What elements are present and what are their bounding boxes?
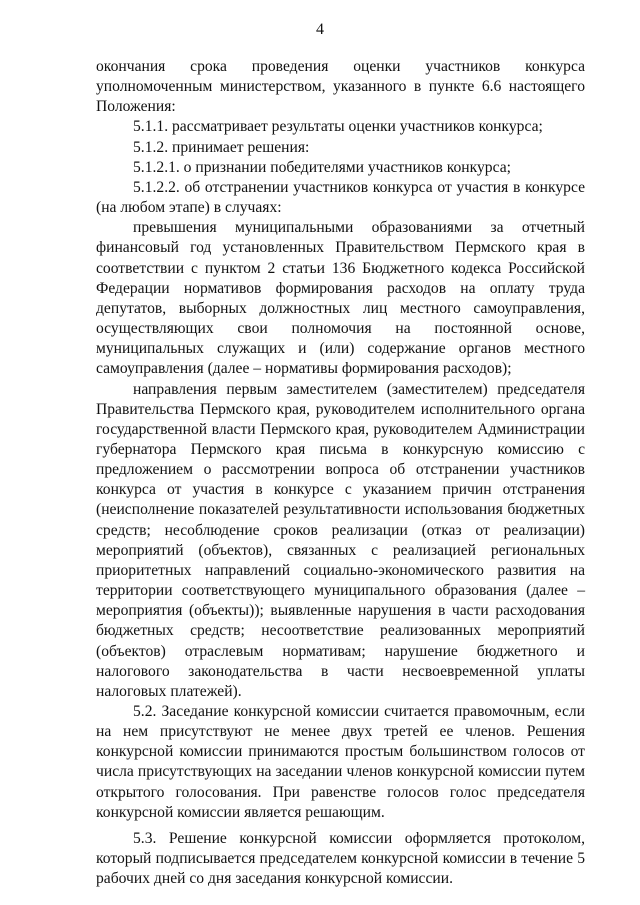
paragraph-5-1-2: 5.1.2. принимает решения:	[133, 138, 310, 156]
document-body	[96, 57, 585, 889]
paragraph-case-norms: превышения муниципальными образованиями за отчетный финансовый год установленных Правительством Пермского края в соответствии с пунктом 2 статьи 136 Бюджетного кодекса Российской Федерации нормативов формирования расходов на оплату труда депутатов, выборных должностных лиц местного самоуправления, осуществляющих свои полномочия на постоянной основе, муниципальных служащих и (или) содержание органов местного самоуправления (далее – нормативы формирования расходов);	[96, 219, 585, 378]
paragraph-continuation: окончания срока проведения оценки участников конкурса уполномоченным министерством, указанного в пункте 6.6 настоящего Положения:	[96, 58, 585, 116]
paragraph-5-1-2-2: 5.1.2.2. об отстранении участников конкурса от участия в конкурсе (на любом этапе) в случаях:	[96, 178, 585, 217]
paragraph-5-2: 5.2. Заседание конкурсной комиссии считается правомочным, если на нем присутствуют не менее двух третей ее членов. Решения конкурсной комиссии принимаются простым большинством голосов от числа присутствующих на заседании членов конкурсной комиссии путем открытого голосования. При равенстве голосов голос председателя конкурсной комиссии является решающим.	[96, 703, 585, 821]
paragraph-5-1-2-1: 5.1.2.1. о признании победителями участников конкурса;	[133, 158, 511, 176]
paragraph-5-3: 5.3. Решение конкурсной комиссии оформляется протоколом, который подписывается председателем конкурсной комиссии в течение 5 рабочих дней со дня заседания конкурсной комиссии.	[96, 829, 585, 888]
paragraph-5-1-1: 5.1.1. рассматривает результаты оценки участников конкурса;	[133, 118, 543, 136]
paragraph-case-letter: направления первым заместителем (заместителем) председателя Правительства Пермского края, руководителем исполнительного органа государственной власти Пермского края, руководителем Администрации губернатора Пермского края письма в конкурсную комиссию с предложением о рассмотрении вопроса об отстранении участников конкурса от участия в конкурсе с указанием причин отстранения (неисполнение показателей результативности использования бюджетных средств; несоблюдение сроков реализации (отказ от реализации) мероприятий (объектов), связанных с реализацией региональных приоритетных направлений социально-экономического развития на территории соответствующего муниципального образования (далее – мероприятия (объекты)); выявленные нарушения в части расходования бюджетных средств; несоответствие реализованных мероприятий (объектов) отраслевым нормативам; нарушение бюджетного и налогового законодательства в части несвоевременной уплаты налоговых платежей).	[96, 380, 585, 700]
page-number: 4	[316, 21, 324, 38]
